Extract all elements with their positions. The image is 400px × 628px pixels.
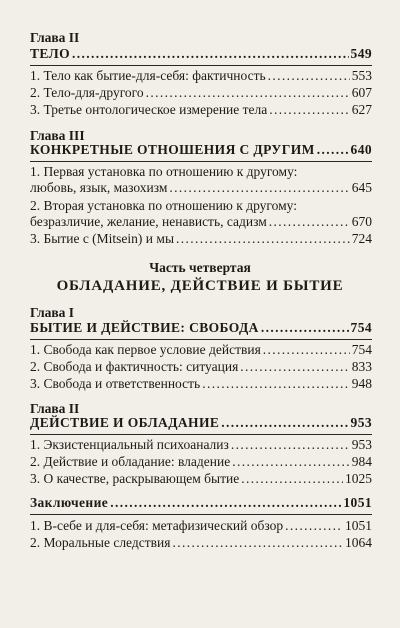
toc-entry-title: 2. Действие и обладание: владение bbox=[30, 454, 231, 469]
leader-dots bbox=[202, 375, 350, 393]
leader-dots bbox=[241, 470, 343, 488]
toc-entry-title: 3. О качестве, раскрывающем бытие bbox=[30, 471, 240, 486]
toc-entry-title: 3. Бытие с (Mitsein) и мы bbox=[30, 231, 175, 246]
leader-dots bbox=[285, 517, 343, 535]
leader-dots bbox=[176, 230, 350, 248]
toc-entry[interactable] bbox=[30, 534, 372, 552]
toc-page-number: 627 bbox=[351, 102, 372, 117]
leader-dots bbox=[221, 414, 348, 432]
leader-dots bbox=[240, 358, 349, 376]
toc-page-number: 549 bbox=[350, 46, 372, 61]
toc-heading-line[interactable] bbox=[30, 319, 372, 337]
toc-entry[interactable] bbox=[30, 179, 372, 197]
toc-entry-title: 3. Третье онтологическое измерение тела bbox=[30, 102, 268, 117]
toc-page-number: 553 bbox=[351, 68, 372, 83]
leader-dots bbox=[317, 141, 349, 159]
toc-entry[interactable] bbox=[30, 213, 372, 231]
toc-page-number: 670 bbox=[351, 214, 372, 229]
leader-dots bbox=[269, 213, 350, 231]
divider bbox=[30, 339, 372, 340]
divider bbox=[30, 434, 372, 435]
divider bbox=[30, 514, 372, 515]
toc-entry[interactable] bbox=[30, 230, 372, 248]
toc-entry-title: 1. Экзистенциальный психоанализ bbox=[30, 437, 229, 452]
toc-entry[interactable] bbox=[30, 101, 372, 119]
leader-dots bbox=[232, 453, 350, 471]
leader-dots bbox=[231, 436, 350, 454]
toc-page-number: 833 bbox=[351, 359, 372, 374]
leader-dots bbox=[263, 341, 350, 359]
toc-page-number: 724 bbox=[351, 231, 372, 246]
toc-heading-line[interactable] bbox=[30, 45, 372, 63]
toc-entry[interactable] bbox=[30, 517, 372, 535]
toc-entry[interactable] bbox=[30, 375, 372, 393]
toc-page-number: 1064 bbox=[345, 535, 372, 550]
toc-heading-title: БЫТИЕ И ДЕЙСТВИЕ: СВОБОДА bbox=[30, 320, 259, 335]
toc-page-number: 645 bbox=[351, 180, 372, 195]
leader-dots bbox=[269, 101, 349, 119]
toc-page-number: 953 bbox=[351, 437, 372, 452]
toc-heading-line[interactable] bbox=[30, 494, 372, 512]
toc-page-number: 984 bbox=[351, 454, 372, 469]
toc-entry[interactable] bbox=[30, 358, 372, 376]
toc-entry[interactable] bbox=[30, 470, 372, 488]
toc-entry[interactable] bbox=[30, 67, 372, 85]
toc-entry-title: 2. Моральные следствия bbox=[30, 535, 171, 550]
part-title: ОБЛАДАНИЕ, ДЕЙСТВИЕ И БЫТИЕ bbox=[56, 278, 344, 294]
toc-entry-title: 2. Тело-для-другого bbox=[30, 85, 144, 100]
toc-entry-title: 1. В-себе и для-себя: метафизический обзор bbox=[30, 518, 284, 533]
leader-dots bbox=[268, 67, 350, 85]
toc-entry-title: 2. Свобода и фактичность: ситуация bbox=[30, 359, 239, 374]
toc-entry-first-line: 2. Вторая установка по отношению к другому: bbox=[30, 198, 297, 213]
toc-entry-title: 1. Тело как бытие-для-себя: фактичность bbox=[30, 68, 266, 83]
toc-entry-title: 1. Свобода как первое условие действия bbox=[30, 342, 261, 357]
leader-dots bbox=[72, 45, 349, 63]
chapter-label: Глава II bbox=[30, 30, 80, 45]
toc-entry-title: любовь, язык, мазохизм bbox=[30, 180, 168, 195]
toc-page-number: 1051 bbox=[343, 495, 372, 510]
toc-page-number: 1051 bbox=[345, 518, 372, 533]
toc-heading-line[interactable] bbox=[30, 141, 372, 159]
toc-page-number: 607 bbox=[351, 85, 372, 100]
toc-entry-first-line: 1. Первая установка по отношению к другому: bbox=[30, 164, 298, 179]
toc-page-number: 1025 bbox=[345, 471, 372, 486]
divider bbox=[30, 161, 372, 162]
chapter-label: Глава II bbox=[30, 401, 80, 416]
chapter-label: Глава I bbox=[30, 305, 75, 320]
toc-entry[interactable] bbox=[30, 436, 372, 454]
toc-page-number: 640 bbox=[350, 142, 372, 157]
toc-page-number: 953 bbox=[350, 415, 372, 430]
part-label: Часть четвертая bbox=[149, 260, 251, 275]
toc-entry[interactable] bbox=[30, 341, 372, 359]
leader-dots bbox=[261, 319, 349, 337]
divider bbox=[30, 65, 372, 66]
toc-heading-title: ДЕЙСТВИЕ И ОБЛАДАНИЕ bbox=[30, 415, 220, 430]
toc-page-number: 754 bbox=[351, 342, 372, 357]
toc-heading-title: ТЕЛО bbox=[30, 46, 70, 61]
toc-entry[interactable] bbox=[30, 84, 372, 102]
toc-entry-title: безразличие, желание, ненависть, садизм bbox=[30, 214, 267, 229]
leader-dots bbox=[110, 494, 341, 512]
toc-entry[interactable] bbox=[30, 453, 372, 471]
toc-page-number: 948 bbox=[351, 376, 372, 391]
toc-heading-title: Заключение bbox=[30, 495, 109, 510]
leader-dots bbox=[146, 84, 350, 102]
toc-heading-title: КОНКРЕТНЫЕ ОТНОШЕНИЯ С ДРУГИМ bbox=[30, 142, 315, 157]
toc-heading-line[interactable] bbox=[30, 414, 372, 432]
toc-entry-title: 3. Свобода и ответственность bbox=[30, 376, 201, 391]
toc-page-number: 754 bbox=[350, 320, 372, 335]
chapter-label: Глава III bbox=[30, 128, 85, 143]
leader-dots bbox=[169, 179, 349, 197]
leader-dots bbox=[172, 534, 343, 552]
